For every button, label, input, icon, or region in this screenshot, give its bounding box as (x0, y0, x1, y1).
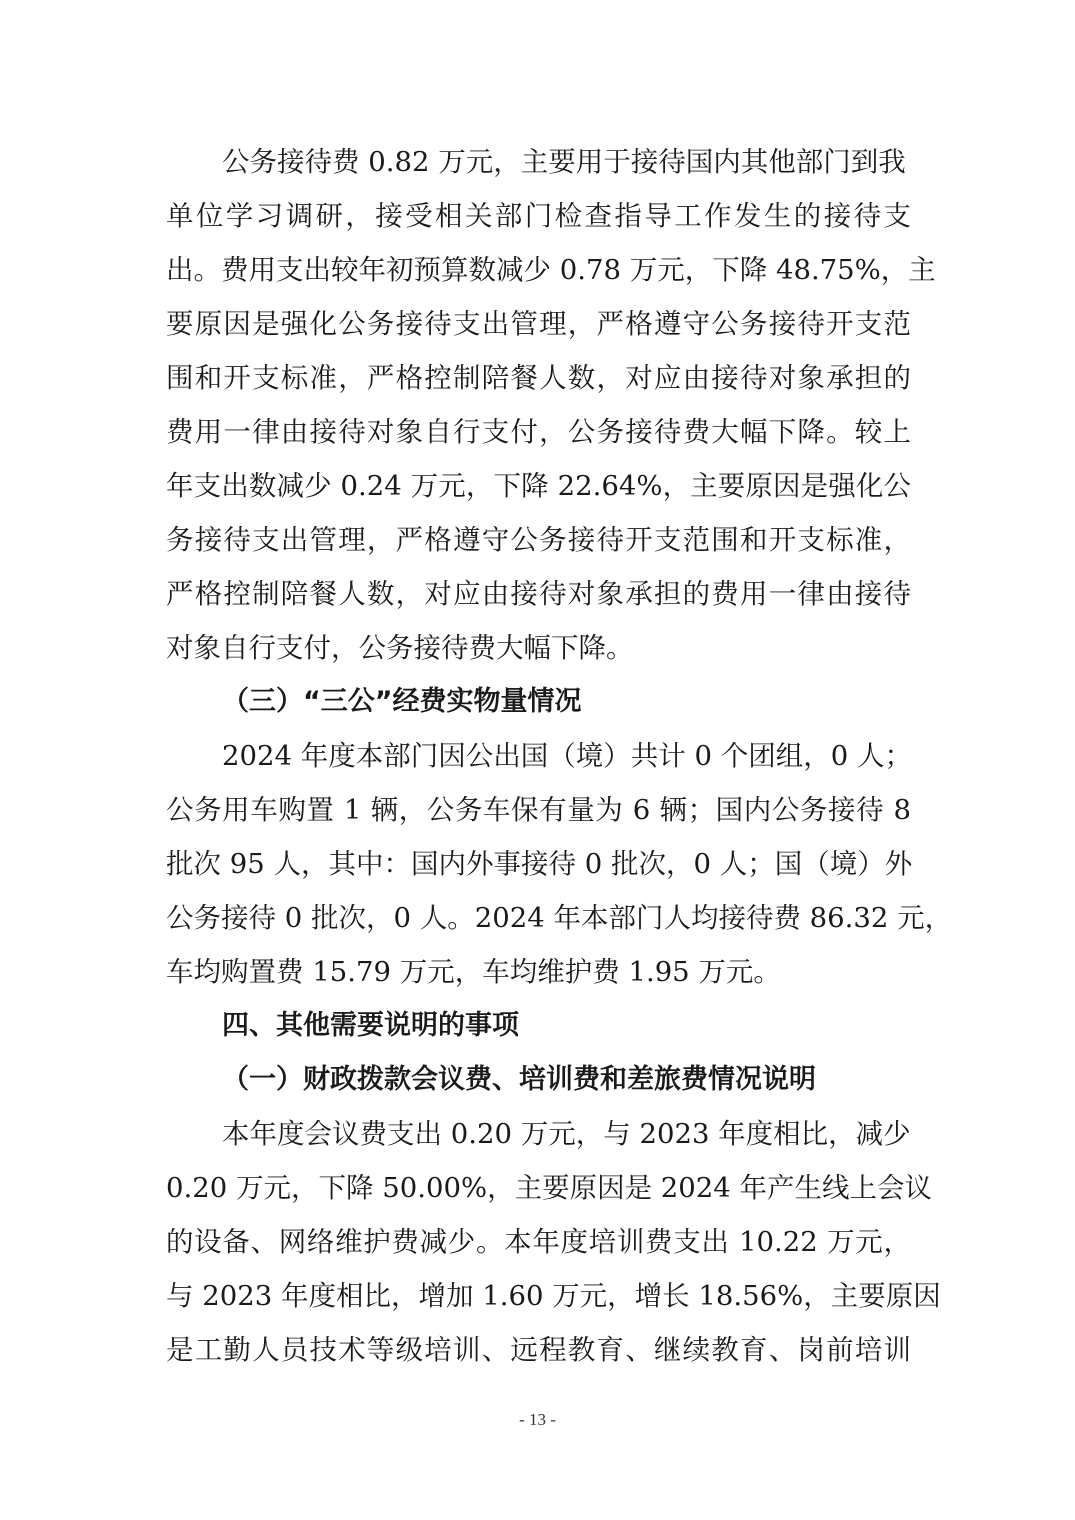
paragraph-line: 公务接待 0 批次，0 人。2024 年本部门人均接待费 86.32 元， (166, 902, 953, 934)
paragraph-line: 与 2023 年度相比，增加 1.60 万元，增长 18.56%，主要原因 (166, 1280, 941, 1312)
paragraph-line: 年支出数减少 0.24 万元，下降 22.64%，主要原因是强化公 (166, 470, 911, 502)
paragraph-line: 费用一律由接待对象自行支付，公务接待费大幅下降。较上 (166, 416, 911, 448)
paragraph-line: 单位学习调研，接受相关部门检查指导工作发生的接待支 (166, 200, 911, 232)
paragraph-line: 围和开支标准，严格控制陪餐人数，对应由接待对象承担的 (166, 362, 911, 394)
paragraph-line: 车均购置费 15.79 万元，车均维护费 1.95 万元。 (166, 956, 781, 988)
paragraph-line: 公务接待费 0.82 万元，主要用于接待国内其他部门到我 (222, 146, 906, 178)
page-number: - 13 - (519, 1410, 556, 1429)
paragraph-line: 的设备、网络维护费减少。本年度培训费支出 10.22 万元， (166, 1226, 911, 1258)
paragraph-line: 务接待支出管理，严格遵守公务接待开支范围和开支标准， (166, 524, 911, 556)
paragraph-line: 公务用车购置 1 辆，公务车保有量为 6 辆；国内公务接待 8 (166, 794, 911, 826)
paragraph-line: 本年度会议费支出 0.20 万元，与 2023 年度相比，减少 (222, 1118, 911, 1150)
paragraph-line: 要原因是强化公务接待支出管理，严格遵守公务接待开支范 (166, 308, 911, 340)
paragraph-line: 出。费用支出较年初预算数减少 0.78 万元，下降 48.75%，主 (166, 254, 936, 286)
paragraph-line: 批次 95 人，其中：国内外事接待 0 批次，0 人；国（境）外 (166, 848, 913, 880)
chapter-heading: 四、其他需要说明的事项 (222, 1010, 519, 1041)
paragraph-line: 严格控制陪餐人数，对应由接待对象承担的费用一律由接待 (166, 578, 911, 610)
paragraph-line: 对象自行支付，公务接待费大幅下降。 (166, 632, 634, 664)
paragraph-line: 0.20 万元，下降 50.00%，主要原因是 2024 年产生线上会议 (166, 1172, 933, 1204)
paragraph-line: 是工勤人员技术等级培训、远程教育、继续教育、岗前培训 (166, 1334, 911, 1366)
section-heading: （一）财政拨款会议费、培训费和差旅费情况说明 (222, 1064, 816, 1095)
paragraph-line: 2024 年度本部门因公出国（境）共计 0 个团组，0 人； (222, 740, 912, 772)
section-heading: （三）“三公”经费实物量情况 (222, 686, 582, 717)
